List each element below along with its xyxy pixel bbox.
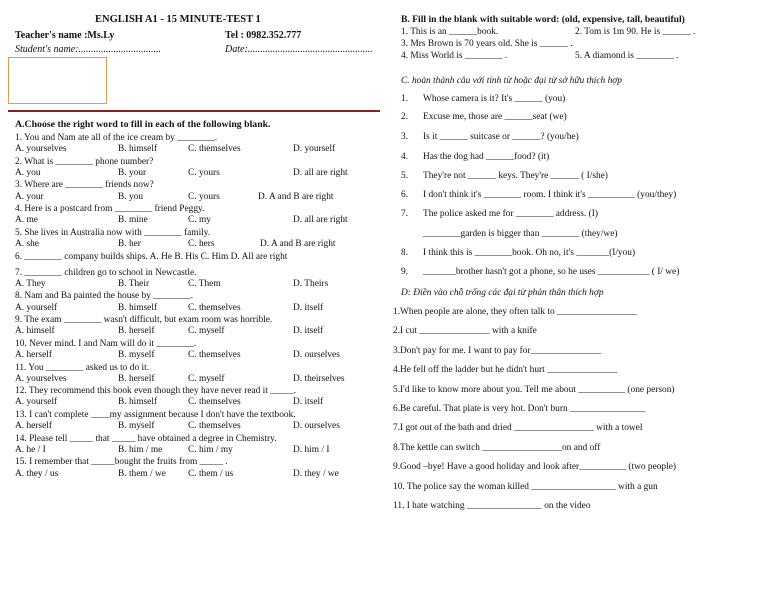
- answer-option[interactable]: D. all are right: [293, 167, 348, 178]
- fill-sentence[interactable]: Excuse me, those are ______seat (we): [423, 112, 567, 122]
- fill-sentence[interactable]: _______brother hasn't got a phone, so he uses ___________ ( I/ we): [423, 267, 680, 277]
- answer-option[interactable]: C. themselves: [188, 421, 241, 432]
- question-text: 9. The exam ________ wasn't difficult, but exam room was horrible.: [15, 315, 273, 326]
- reflexive-sentence[interactable]: 11. I hate watching ________________ on the video: [393, 501, 591, 511]
- fill-sentence[interactable]: ________garden is bigger than ________ (they/we): [423, 229, 618, 239]
- answer-option[interactable]: A. me: [15, 215, 38, 226]
- answer-option[interactable]: D. ourselves: [293, 421, 340, 432]
- answer-option[interactable]: B. himself: [118, 397, 158, 408]
- reflexive-sentence[interactable]: 10. The police say the woman killed __________________ with a gun: [393, 481, 658, 492]
- answer-option[interactable]: A. himself: [15, 326, 55, 337]
- question-text: 2. What is ________ phone number?: [15, 156, 154, 167]
- fill-item[interactable]: 2. Tom is 1m 90. He is ______ .: [575, 27, 696, 37]
- answer-option[interactable]: B. your: [118, 167, 147, 178]
- reflexive-sentence[interactable]: 8.The kettle can switch _________________on and off: [393, 442, 601, 453]
- answer-option[interactable]: A. you: [15, 167, 41, 178]
- item-number: 1.: [401, 94, 409, 104]
- reflexive-sentence[interactable]: 9.Good –bye! Have a good holiday and look after__________ (two people): [393, 462, 677, 473]
- answer-option[interactable]: A. she: [15, 239, 39, 249]
- item-number: 3.: [401, 132, 409, 142]
- test-title: ENGLISH A1 - 15 MINUTE-TEST 1: [95, 14, 261, 25]
- answer-option[interactable]: B. himself: [118, 144, 158, 155]
- answer-option[interactable]: D. Theirs: [293, 278, 329, 289]
- answer-option[interactable]: A. they / us: [15, 468, 59, 479]
- question-text: 10. Never mind. I and Nam will do it ________.: [15, 338, 197, 349]
- answer-option[interactable]: B. himself: [118, 302, 158, 313]
- answer-option[interactable]: A. your: [15, 191, 44, 202]
- question-text: 8. Nam and Ba painted the house by ________.: [15, 291, 194, 302]
- answer-option[interactable]: B. myself: [118, 421, 155, 432]
- answer-option[interactable]: D. yourself: [293, 144, 336, 155]
- item-number: 8.: [401, 248, 409, 258]
- fill-sentence[interactable]: I don't think it's ________ room. I think it's __________ (you/they): [423, 190, 677, 200]
- answer-option[interactable]: B. Their: [118, 278, 150, 289]
- item-number: 2.: [401, 112, 409, 122]
- fill-sentence[interactable]: Is it ______ suitcase or ______? (you/he): [423, 132, 579, 142]
- answer-option[interactable]: C. themselves: [188, 397, 241, 408]
- answer-option[interactable]: C. yours: [188, 191, 220, 202]
- answer-option[interactable]: C. him / my: [188, 444, 233, 455]
- fill-sentence[interactable]: Has the dog had ______food? (it): [423, 152, 550, 162]
- question-text: 1. You and Nam ate all of the ice cream by ________.: [15, 133, 218, 143]
- answer-option[interactable]: C. themselves: [188, 302, 241, 313]
- answer-option[interactable]: D. ourselves: [293, 350, 340, 360]
- reflexive-sentence[interactable]: 5.I'd like to know more about you. Tell me about __________ (one person): [393, 384, 675, 395]
- answer-option[interactable]: C. myself: [188, 326, 225, 337]
- answer-option[interactable]: C. myself: [188, 373, 225, 384]
- answer-option[interactable]: C. themselves: [188, 144, 241, 155]
- fill-item[interactable]: 1. This is an ______book.: [401, 27, 499, 37]
- answer-option[interactable]: D. A and B are right: [258, 191, 334, 202]
- item-number: 6.: [401, 190, 409, 200]
- date-field[interactable]: Date:..................................................: [225, 44, 373, 55]
- answer-option[interactable]: A. They: [15, 278, 46, 289]
- reflexive-sentence[interactable]: 6.Be careful. That plate is very hot. Don't burn ________________: [393, 404, 645, 414]
- answer-option[interactable]: D. all are right: [293, 215, 348, 226]
- question-text: 3. Where are ________ friends now?: [15, 180, 154, 191]
- question-text: 15. I remember that _____bought the fruits from _____ .: [15, 457, 228, 468]
- question-text: 12. They recommend this book even though they have never read it _____.: [15, 386, 297, 397]
- answer-option[interactable]: D. A and B are right: [260, 239, 336, 249]
- answer-option[interactable]: B. herself: [118, 326, 155, 337]
- answer-option[interactable]: C. my: [188, 215, 211, 226]
- answer-option[interactable]: A. yourselves: [15, 144, 67, 155]
- question-text: 13. I can't complete ____my assignment because I don't have the textbook.: [15, 409, 296, 420]
- question-text: 5. She lives in Australia now with ________ family.: [15, 227, 211, 238]
- teacher-name: Teacher's name :Ms.Ly: [15, 30, 115, 41]
- answer-option[interactable]: B. mine: [118, 215, 148, 226]
- item-number: 5.: [401, 171, 409, 181]
- answer-option[interactable]: A. yourselves: [15, 373, 67, 384]
- answer-option[interactable]: D. itself: [293, 302, 324, 313]
- answer-option[interactable]: D. him / I: [293, 444, 330, 455]
- fill-item[interactable]: 4. Miss World is ________ .: [401, 51, 508, 61]
- answer-option[interactable]: B. her: [118, 239, 141, 249]
- fill-sentence[interactable]: Whose camera is it? It's ______ (you): [423, 94, 566, 104]
- question-text: 6. ________ company builds ships. A. He B. His C. Him D. All are right: [15, 251, 288, 262]
- question-text: 7. ________ children go to school in Newcastle.: [15, 267, 197, 278]
- answer-option[interactable]: C. them / us: [188, 468, 234, 479]
- section-a-heading: A.Choose the right word to fill in each of the following blank.: [15, 119, 271, 130]
- answer-option[interactable]: A. yourself: [15, 397, 58, 408]
- answer-option[interactable]: A. yourself: [15, 302, 58, 313]
- section-b-heading: B. Fill in the blank with suitable word: (old, expensive, tall, beautiful): [401, 14, 685, 25]
- fill-sentence[interactable]: They're not ______ keys. They're ______ ( I/she): [423, 171, 608, 181]
- fill-sentence[interactable]: The police asked me for ________ address. (I): [423, 209, 598, 219]
- answer-option[interactable]: C. yours: [188, 167, 220, 178]
- fill-item[interactable]: 3. Mrs Brown is 70 years old. She is ______ .: [401, 39, 573, 49]
- answer-option[interactable]: B. myself: [118, 350, 155, 360]
- question-text: 11. You ________ asked us to do it.: [15, 362, 150, 373]
- answer-option[interactable]: C. hers: [188, 239, 215, 249]
- fill-item[interactable]: 5. A diamond is ________ .: [575, 51, 679, 61]
- reflexive-sentence[interactable]: 4.He fell off the ladder but he didn't hurt _______________: [393, 365, 618, 376]
- answer-option[interactable]: A. herself: [15, 350, 52, 360]
- answer-option[interactable]: D. itself: [293, 397, 324, 408]
- reflexive-sentence[interactable]: 3.Don't pay for me. I want to pay for_______________: [393, 345, 601, 356]
- section-d-heading: D: Điền vào chỗ trống các đại từ phản thân thích hợp: [401, 288, 604, 298]
- answer-option[interactable]: B. them / we: [118, 468, 166, 479]
- answer-option[interactable]: C. Them: [188, 278, 221, 289]
- question-text: 4. Here is a postcard from ________ friend Peggy.: [15, 204, 205, 215]
- answer-option[interactable]: B. herself: [118, 373, 155, 384]
- item-number: 7.: [401, 209, 409, 219]
- section-c-heading: C. hoàn thành câu với tính từ hoặc đại từ sở hữu thích hợp: [401, 76, 622, 86]
- reflexive-sentence[interactable]: 1.When people are alone, they often talk to _________________: [393, 307, 637, 317]
- score-box: [8, 57, 107, 104]
- answer-option[interactable]: B. him / me: [118, 444, 163, 455]
- answer-option[interactable]: A. he / I: [15, 444, 46, 455]
- item-number: 9.: [401, 267, 409, 277]
- reflexive-sentence[interactable]: 7.I got out of the bath and dried _________________ with a towel: [393, 423, 643, 434]
- teacher-phone: Tel : 0982.352.777: [225, 30, 302, 41]
- answer-option[interactable]: C. themselves: [188, 350, 241, 360]
- section-divider: [8, 110, 380, 112]
- student-name-field[interactable]: Student's name:.................................: [15, 44, 162, 55]
- answer-option[interactable]: D. itself: [293, 326, 324, 337]
- fill-sentence[interactable]: I think this is ________book. Oh no, it's _______(I/you): [423, 248, 636, 258]
- answer-option[interactable]: A. herself: [15, 421, 52, 432]
- answer-option[interactable]: B. you: [118, 191, 144, 202]
- item-number: 4.: [401, 152, 409, 162]
- question-text: 14. Please tell _____ that _____ have obtained a degree in Chemistry.: [15, 433, 277, 444]
- answer-option[interactable]: D. they / we: [293, 468, 339, 479]
- reflexive-sentence[interactable]: 2.I cut _______________ with a knife: [393, 326, 537, 337]
- answer-option[interactable]: D. theirselves: [293, 373, 345, 384]
